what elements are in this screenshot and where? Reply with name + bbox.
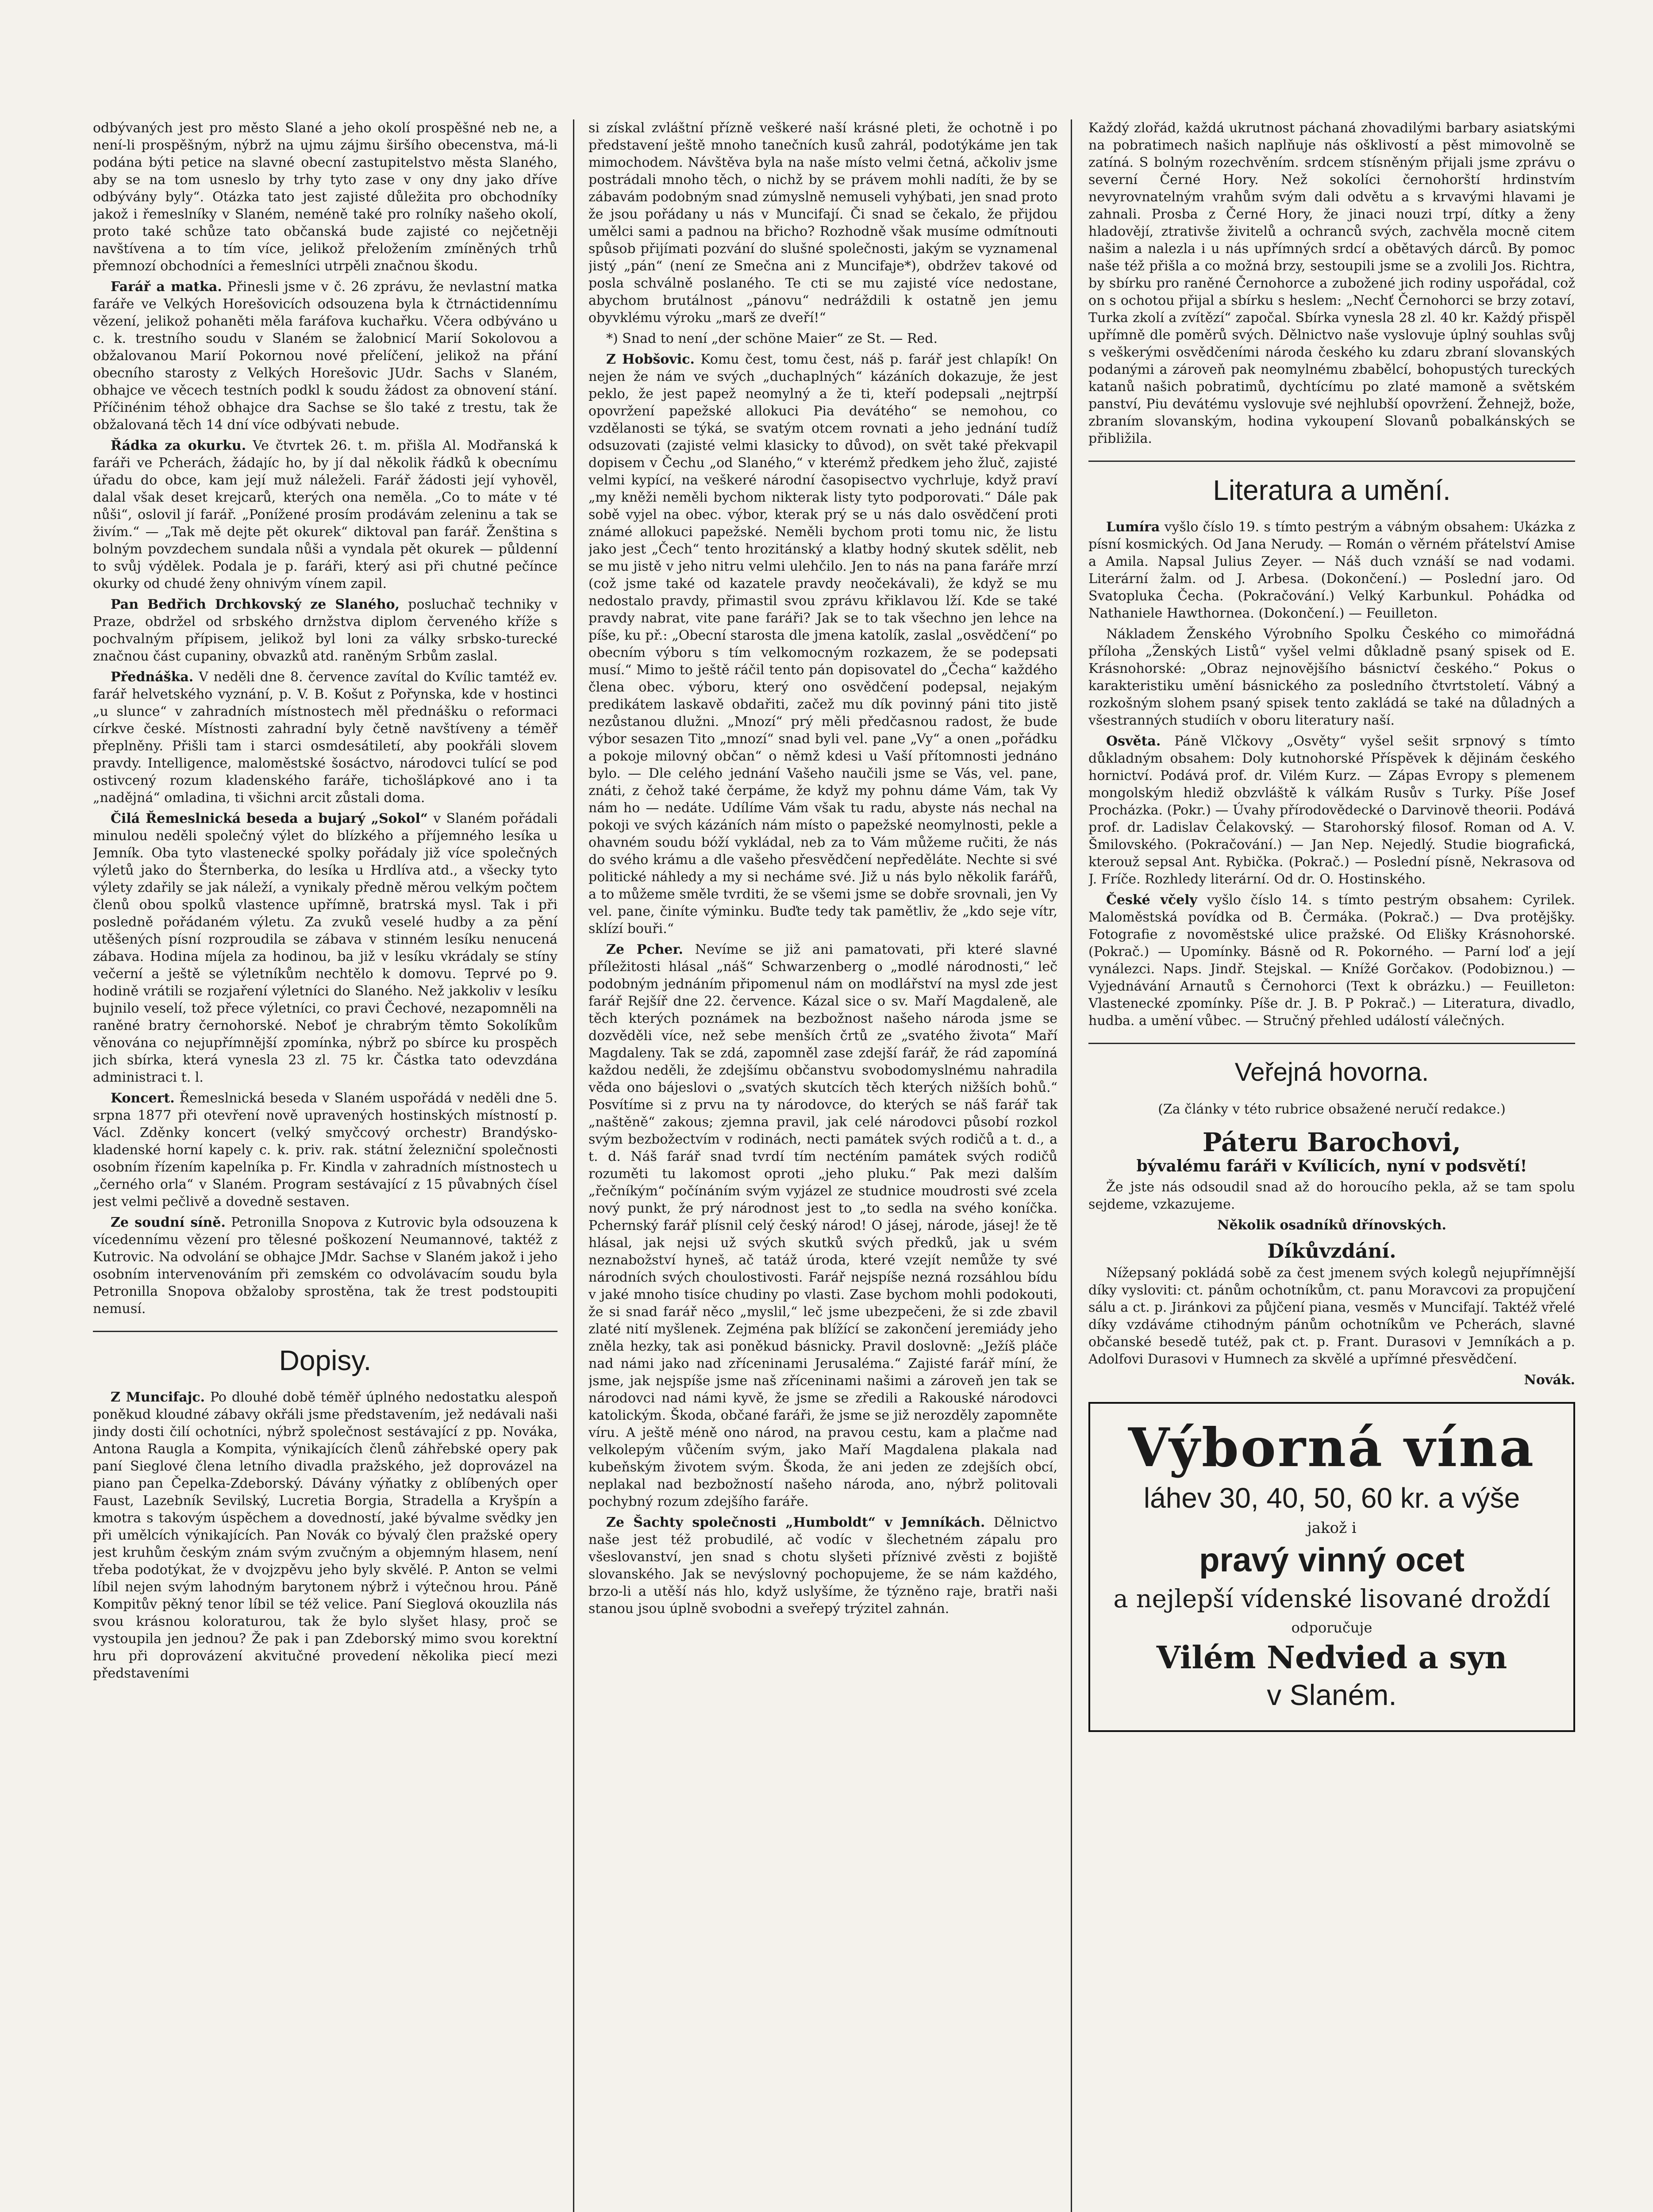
news-item-koncert bbox=[93, 1090, 557, 1210]
item-heading: České včely bbox=[1106, 892, 1198, 908]
item-text: v Slaném pořádali minulou neděli společný výlet do blízkého a příjemného lesíka u Jemník. Oba tyto vlastenecké spolky pořádaly již více společných výletů jako do Šternberka, do lesíka u Hrdlíva atd., a všecky tyto výlety zdařily se jak náleží, a vynikaly předně měrou velkým počtem členů obou spolků vlastence upřímně, bratrská mysl. Tak i při posledně pořádaném výletu. Za zvuků veselé hudby a za pění utěšených písní rozproudila se zábava v stinném lesíku nenucená zábava. Hodina míjela za hodinou, ba již v lesíku vkrádaly se stíny večerní a ještě se výletníkům nechtělo k domovu. Teprvé po 9. hodině vrátili se rozjaření výletníci do Slaného. Než jakkoliv v lesíku bujnilo veselí, tož přece výletníci, co pravi Čechové, nezapomněli na raněné bratry černohorské. Neboť je chrabrým těmto Sokolíkům věnována co nejupřímnější zpomínka, nýbrž po sbírce ku prospěch jich sbírka, která vynesla 23 zl. 75 kr. Částka tato odevzdána administraci t. l. bbox=[93, 811, 557, 1085]
item-heading: Z Hobšovic. bbox=[606, 352, 695, 367]
item-text: Ve čtvrtek 26. t. m. přišla Al. Modřanská k faráři ve Pcherách, žádajíc ho, by jí dal několik řádků k obecnímu úřadu do obce, kam její muž náleželi. Farář žádosti její vyhověl, dalal však deset krejcarů, kterých ona neměla. „Co to máte v té nůši“, oslovil jí farář. „Ponížené prosím prodávám zeleninu a tak se živím.“ — „Tak mě dejte pět okurek“ diktoval pan farář. Ženština s bolným povzdechem sundala nůši a vyndala pět okurek — půldenní to svůj výdělek. Podala je p. faráři, který asi při chutné pečínce okurky od chudé ženy ohnivým vínem zapil. bbox=[93, 438, 557, 591]
item-heading: Ze Pcher. bbox=[606, 942, 683, 957]
ad-prices: láhev 30, 40, 50, 60 kr. a výše bbox=[1143, 1482, 1520, 1514]
item-text: Přinesli jsme v č. 26 zprávu, že nevlastní matka faráře ve Velkých Horešovicích odsouzena byla k čtrnáctidennímu vězení, jelikož pohaněti měla faráfova kuchařku. Včera odbýváno u c. k. trestního soudu v Slaném se žalobnicí Marií Sokolovou a obžalovanou Marií Pokornou nové přelíčení, jelikož na přání obecního starosty z Velkých Horešovic JUdr. Sachs v Slaném, obhajce ve věcech testních podkl k soudu žádost za obnovení stání. Příčinénim téhož obhajce dra Sachse se šlo také z trestu, tak že obžalovaná těch 14 dní více odbývati nebude. bbox=[93, 279, 557, 433]
section-title-literatura: Literatura a umění. bbox=[1088, 461, 1575, 508]
item-heading: Čilá Řemeslnická beseda a bujarý „Sokol“ bbox=[111, 811, 428, 826]
item-heading: Ze Šachty společnosti „Humboldt“ v Jemníkách. bbox=[606, 1515, 985, 1530]
item-text: Po dlouhé době téměř úplného nedostatku alespoň poněkud kloudné zábavy okřáli jsme představením, jež nedávali naši jindy dosti čilí ochotníci, nýbrž společnost sestávající z pp. Nováka, Antona Raugla a Kompita, výnikajících členů záhřebské opery pak paní Sieglové člena letního divadla pražského, jež doprovázel na piano pan Čepelka-Zdeborský. Dávány výňatky z oblíbených oper Faust, Lazebník Sevilský, Lucretia Borgia, Stradella a Kryšpín a kmotra s takovým úspěchem a dovedností, jaké bývalme svědky jen při umělcích výnikajících. Pan Novák co bývalý člen pražské opery jest kruhům českým znám svým zvučným a objemným hlasem, není třeba podotýkat, že v dvojzpěvu jeho byly skvělé. P. Anton se velmi líbil nejen svým lahodným barytonem nýbrž i výtečnou hrou. Páně Kompitův pěkný tenor líbil se též velice. Paní Sieglová okouzlila nás svou krásnou koloraturou, tak že bylo slyšet hlasy, proč se vystoupila jen jednou? Že pak i pan Zdeborský mimo svou korektní hru při doprovázení akvitučné provedení několika piecí mezi představeními bbox=[93, 1390, 557, 1681]
paragraph: Každý zlořád, každá ukrutnost páchaná zhovadilými barbary asiatskými na pobratimech našich naplňuje nás ošklivostí a pěst mimovolně se zatíná. S bolným rozechvěním. srdcem stísněným přijali jsme zprávu o severní Černé Hory. Než sokolíci černohorští hrdinstvím nevyrovnatelným vrahům svým dali odvětu a s krvavými hlavami je zahnali. Prosba z Černé Hory, že jinaci nouzi trpí, dítky a ženy hladovějí, ztrativše živitelů a ochranců svých, zachvěla mocně citem našim a nalezla i u nás upřímných srdcí a obětavých dárců. By pomoc naše též přišla a co možná brzy, sestoupili jsme se a zvolili Jos. Richtra, by sbírku pro raněné Černohorce a zubožené jich rodiny uspořádal, což on s ochotou přijal a sbírku s heslem: „Nechť Černohorci se brzy zotaví, Turka zkolí a zvítězí“ započal. Sbírka vynesla 28 zl. 40 kr. Každý přispěl upřímně dle poměrů svých. Dělnictvo naše vyslovuje úplný souhlas svůj s veškerými osvědčeními národa českého ku zdaru zbraní slovanských podanými a zároveň pak neomylnému zbabělcí, bohopustých tureckých katanů našich pobratimů, dychtícímu po zlaté mamoně a světském panství, Piu devátému vyslovuje své nejhlubší opovržení. Žehnejž, bože, zbraním slovanským, hodina vykoupení Slovanů pobalkánských se přibližila. bbox=[1088, 120, 1575, 446]
letter-sachty bbox=[588, 1514, 1057, 1617]
letter-muncifajc bbox=[93, 1389, 557, 1682]
news-item-beseda bbox=[93, 810, 557, 1086]
ad-yeast: a nejlepší vídenské lisované droždí bbox=[1113, 1585, 1550, 1613]
item-text: posluchač techniky v Praze, obdržel od srbského drnžstva diplom červeného kříže s pochvalným přípisem, jelikož byl loni za války srbsko-turecké značnou část cupaniny, obvazků atd. raněným Srbům zaslal. bbox=[93, 597, 557, 664]
news-item-prednaska bbox=[93, 668, 557, 806]
item-text: Dělnictvo naše jest též probudilé, ač vodíc v šlechetném zápalu pro všeslovanství, jen snad s chotu slyšeti příznivé zvěsti z bojiště slovanského. Jak se nevýslovný pochopujeme, že se nám každého, brzo-li a utěší nás hlo, když uslyšíme, že týzněno raje, bratři naši stanou jsou úplně svobodni a sveřepý trýzitel zahnán. bbox=[588, 1515, 1057, 1617]
section-title-dopisy: Dopisy. bbox=[93, 1331, 557, 1378]
ad-title: Výborná vína bbox=[1128, 1417, 1536, 1479]
wine-advertisement bbox=[1088, 1402, 1575, 1732]
item-heading: Z Muncifajc. bbox=[111, 1390, 205, 1405]
lit-item-naklad: Nákladem Ženského Výrobního Spolku Českého co mimořádná příloha „Ženských Listů“ vyšel velmi důkladně psaný spisek od E. Krásnohorské: „Obraz nejnovějšího básnictví českého.“ Pokus o karakteristiku umění básnického za posledního čtvrtstoletí. Vábný a rozkošným slohem psaný spisek tento zakládá se také na důladných a všestranných studiích v oboru literatury naší. bbox=[1088, 626, 1575, 728]
lit-item-osveta bbox=[1088, 733, 1575, 888]
address-text: Že jste nás odsoudil snad až do horoucího pekla, až se tam spolu sejdeme, vzkazujeme. bbox=[1088, 1179, 1575, 1212]
item-text: Komu čest, tomu čest, náš p. farář jest chlapík! On nejen že nám ve svých „duchaplných“ kázáních dokazuje, že jest peklo, že jest papež neomylný a že ti, kteří podepsali „nejtrpší opovržení papežské allokuci Pia devátého“ se nemohou, co vzdělanosti se týká, se svatým otcem rovnati a jeho jednání tudíž odsuzovati (zajisté velmi klasicky to důvod), on svět také překvapil dopisem v Čechu „od Slaného,“ v kterémž předkem jeho žluč, zajisté velmi kypící, na veškeré národní časopisectvo vychrluje, když praví „my kněži neměli bychom nikterak listy tyto podporovati.“ Dále pak sobě vyjel na obec. výbor, kterak prý se u nás dalo osvědčení proti známé allokuci papežské. Neměli bychom proti tomu nic, že listu jako jest „Čech“ tento hrozitánský a klatby hodný skutek sdělit, neb se mu jistě v jeho nitru velmi ulehčilo. Jen to nás na pana faráře mrzí (což jsme také od kazatele pravdy neočekávali), že když se mu nedostalo pravdy, přimastil svou zprávu křiklavou lží. Kde se také pravdy nabrat, vite pane faráři? Jak se to tak všechno jen lehce na píše, ku př.: „Obecní starosta dle jmena katolík, zaslal „osvědčení“ po obecním výboru s tím velkomocným rozkazem, že se podepsati musí.“ Mimo to ještě ráčil tento pán dopisovatel do „Čecha“ každého člena obec. výboru, který ono osvědčení podepsal, nejakým predikátem laskavě obdařiti, začež mu dík povinný páni tito jistě nezůstanou dlužni. „Mnozí“ prý měli předčasnou radost, že bude výbor sesazen Tito „mnozí“ snad byli vel. pane „Vy“ a onen „pořádku a pokoje milovný občan“ o němž kdesi u Vaší přítomnosti jednáno bylo. — Dle celého jednání Vašeho naučili jsme se Vás, vel. pane, znáti, z čehož také čerpáme, že když my pohnu dáme Vám, tak Vy nám ho — nedáte. Udílíme Vám však tu radu, abyste nás nechal na pokoji ve svých kázáních nám místo o papežské neomylnosti, pekle a ohavném soudu bóží vykládal, neb za to Vám můžeme ručiti, že nás do svého krámu a dle vašeho přesvědčení nepředěláte. Nechte si své politické náhledy a my si necháme své. Již u nás bylo několik farářů, a to můžeme směle tvrditi, že se všemi jsme se dobře srovnali, jen Vy vel. pane, činíte výminku. Buďte tedy tak pamětliv, že „kdo seje vítr, sklízí bouři.“ bbox=[588, 352, 1057, 937]
item-text: vyšlo číslo 14. s tímto pestrým obsahem: Cyrilek. Maloměstská povídka od B. Čermáka. (Pokrač.) — Dva protějšky. Fotografie z novoměstské ulice pražské. Od Elišky Krásnohorské. (Pokrač.) — Upomínky. Básně od R. Pokorného. — Parní loď a její vynálezci. Naps. Jindř. Stejskal. — Knížé Gorčakov. (Podobiznou.) — Vyjednávání Arnautů s Černohorci (Text k obrázku.) — Feuilleton: Vlastenecké zpomínky. Píše dr. J. B. P Pokrač.) — Literatura, divadlo, hudba. a umění vůbec. — Stručný přehled událostí válečných. bbox=[1088, 892, 1575, 1029]
hovorna-note: (Za články v této rubrice obsažené neručí redakce.) bbox=[1158, 1102, 1506, 1117]
column-rule bbox=[1071, 119, 1072, 2212]
column-3 bbox=[1088, 119, 1575, 2212]
lit-item-vcely bbox=[1088, 891, 1575, 1029]
column-rule bbox=[573, 119, 574, 2212]
ad-line: jakož i bbox=[1307, 1519, 1357, 1537]
paragraph: si získal zvláštní přízně veškeré naší krásné pleti, že ochotně i po představení ještě mnoho tanečních kusů zahrál, podotýkáme jen tak mimochodem. Návštěva byla na naše místo velmi četná, ačkoliv jsme postrádali mnoho těch, o nichž by se právem mohli nadíti, že by se zábavám podobným snad zúmyslně nemuseli vyhýbati, jen snad proto že jsou pořádany u nás v Muncifají. Či snad se čekalo, že přijdou umělci sami a padnou na břicho? Rozhodně však musíme odmítnouti spůsob přijímati pozvání do slušné společnosti, jakým se vyznamenal jistý „pán“ (není ze Smečna ani z Muncifaje*), obdržev takové od posla schválně poslaného. Te cti se mu zajisté více nedostane, abychom brutálnost „pánovu“ nedráždili k ostatně jen jemu obyvklému výroku „marš ze dveří!“ bbox=[588, 120, 1057, 326]
section-title-hovorna: Veřejná hovorna. bbox=[1088, 1043, 1575, 1090]
news-item-drchkovsky bbox=[93, 596, 557, 665]
ad-vinegar: pravý vinný ocet bbox=[1199, 1541, 1465, 1579]
thanks-title: Díkůvzdání. bbox=[1267, 1240, 1396, 1263]
column-2 bbox=[588, 119, 1057, 2212]
thanks-signature: Novák. bbox=[1524, 1372, 1575, 1388]
address-signature: Několik osadníků dřínovských. bbox=[1217, 1217, 1446, 1233]
address-subtitle: bývalému faráři v Kvílicích, nyní v podsvětí! bbox=[1136, 1157, 1527, 1175]
item-heading: Ze soudní síně. bbox=[111, 1215, 226, 1230]
item-text: Páně Vlčkovy „Osvěty“ vyšel sešit srpnový s tímto důkladným obsahem: Doly kutnohorské Příspěvek k dějinám českého hornictví. Podává prof. dr. Vilém Kurz. — Zápas Evropy s plemenem mongolským hlediž obzvláště k válkám Rusův s Turky. Píše Josef Procházka. (Pokr.) — Úvahy přírodovědecké o Darvinově theorii. Podává prof. dr. Ladislav Čelakovský. — Starohorský filosof. Roman od A. V. Šmilovského. (Pokračování.) — Jan Nep. Nejedlý. Studie biografická, kterouž sepsal Ant. Rybička. (Pokrač.) — Poslední písně, Nekrasova od J. Fríče. Rozhledy literární. Od dr. O. Hostinského. bbox=[1088, 733, 1575, 887]
ad-company: Vilém Nedvied a syn bbox=[1156, 1639, 1507, 1676]
paragraph: odbývaných jest pro město Slané a jeho okolí prospěšné neb ne, a není-li prospěšným, nýbrž na ujmu zájmu širšího obecenstva, má-li podána býti petice na slavné obecní zastupitelstvo města Slaného, aby se na tom usneslo by trhy tyto zase v ony dny jako dříve odbývány byly“. Otázka tato jest zajisté důležita pro obchodníky jakož i řemeslníky v Slaném, neméně také pro rolníky našeho okolí, proto také schůze tato občanská bude zajisté co nejčetněji navštívena a to tím více, jelikož přeložením zmíněných trhů přemnozí obchodníci a řemeslníci utrpěli značnou škodu. bbox=[93, 120, 557, 274]
column-1 bbox=[93, 119, 557, 2212]
item-heading: Farář a matka. bbox=[111, 279, 222, 295]
item-text: Petronilla Snopova z Kutrovic byla odsouzena k vícedennímu vězení pro tělesné poškození Neumannové, taktéž z Kutrovic. Na odvolání se obhajce JMdr. Sachse v Slaném jakož i jeho osobním intervenováním při zemském co odvolávacím soudu byla Petronilla Snopova obžaloby sprostěna, tak že trest podstoupiti nemusí. bbox=[93, 1215, 557, 1317]
news-item-farar bbox=[93, 278, 557, 434]
address-title: Páteru Barochovi, bbox=[1202, 1127, 1461, 1157]
thanks-text: Nížepsaný pokládá sobě za čest jmenem svých kolegů nejupřímnější díky vysloviti: ct. pánům ochotníkům, ct. panu Moravcovi za propujčení sálu a ct. p. Jiránkovi za půjčení piana, vesměs v Muncifají. Taktéž vřelé díky vzdáváme ctihodným pánům ochotníkům ve Pcherách, slavné občanské besedě tutéž, pak ct. p. Frant. Durasovi v Jemníkách a p. Adolfovi Durasovi v Humnech za skvělé a upřímné přesvědčení. bbox=[1088, 1265, 1575, 1367]
lit-item-lumira bbox=[1088, 518, 1575, 622]
news-item-radka bbox=[93, 437, 557, 592]
letter-pcher bbox=[588, 941, 1057, 1510]
item-text: Řemeslnická beseda v Slaném uspořádá v neděli dne 5. srpna 1877 při otevření nově upravených hostinských místností p. Václ. Zděnky koncert (velký smyčcový orchestr) Brandýsko-kladenské horní kapely c. k. priv. rak. státní železniční společnosti osobním řízením kapelníka p. Fr. Kindla v zahradních místnostech u „černého orla“ v Slaném. Program sestávající z 15 půvabných čísel jest velmi pečlivě a dovedně sestaven. bbox=[93, 1091, 557, 1210]
item-text: vyšlo číslo 19. s tímto pestrým a vábným obsahem: Ukázka z písní kosmických. Od Jana Nerudy. — Román o věrném přátelství Amise a Amila. Napsal Julius Zeyer. — Náš duch vznáší se nad vodami. Literární žalm. od J. Arbesa. (Dokončení.) — Poslední jaro. Od Svatopluka Čecha. (Pokračování.) Velký Karbunkul. Pohádka od Nathaniele Hawthornea. (Dokončení.) — Feuilleton. bbox=[1088, 519, 1575, 621]
ad-location: v Slaném. bbox=[1267, 1678, 1397, 1711]
item-heading: Řádka za okurku. bbox=[111, 438, 246, 453]
item-heading: Přednáška. bbox=[111, 669, 194, 685]
footnote: *) Snad to není „der schöne Maier“ ze St. — Red. bbox=[606, 331, 938, 346]
letter-hobsovic bbox=[588, 351, 1057, 937]
item-text: V neděli dne 8. července zavítal do Kvílic tamtéž ev. farář helvetského vyznání, p. V. B. Košut z Pořynska, kde v hostinci „u slunce“ v zahradních místnostech měl přednášku o reformaci církve české. Místnosti zahradní byly četně navštíveny a téměř přeplněny. Přišli tam i starci osmdesátiletí, aby pookřáli slovem pravdy. Intelligence, maloměstské šosáctvo, národovci tulící se pod ostivcený rozum kladenského faráře, tichošlápkové ano i ta „nadějná“ omladina, ti všichni arcit zůstali doma. bbox=[93, 669, 557, 806]
item-heading: Koncert. bbox=[111, 1091, 175, 1106]
item-heading: Pan Bedřich Drchkovský ze Slaného, bbox=[111, 597, 400, 612]
item-heading: Lumíra bbox=[1106, 519, 1160, 535]
news-item-soud bbox=[93, 1214, 557, 1317]
item-heading: Osvěta. bbox=[1106, 733, 1161, 749]
item-text: Nevíme se již ani pamatovati, při které slavné příležitosti hlásal „náš“ Schwarzenberg o „modlé národnosti,“ leč podobným jednáním připomenul nám on modlářství na mysl zde jest farář Rejšíř dne 22. července. Kázal sice o sv. Maří Magdaleně, ale těch kterých poznámek na bezbožnost našeho národa jsme se dozvěděli více, než sebe menších črtů ze „svatého života“ Maří Magdaleny. Tak se zdá, zapomněl zase zdejší farář, že rád zapomíná každou neděli, že zdejšímu občanstvu svobodomyslnému nahradila věda ono bájeslovi o „svatých skutcích těch kterých nižších bohů.“ Posvítíme si z prvu na ty národovce, do kterých se náš farář tak „naštěně“ zakous; zjemna pravil, jak celé národovci působí rozkol svým bezbožectvím v rodinách, necti památek svých rodičů a t. d., a t. d. Náš farář snad tvrdí tím necténím památek svých rodičů rozuměti tu lakomost oproti „jeho pluku.“ Pak mezi dalším „řečníkým“ počínáním svým vyjázel ze studnice moudrosti své zcela nový punkt, že prý národnost jest to „to sedla na svého koníčka. Pchernský farář plísnil celý český národ! O jásej, národe, jásej! že tě hlásal, jak nejsi už svých skutků svých předků, jak u svém neznabožství hyneš, ač tatáž úroda, které vzejít nemůže ty své národních svých choulostivosti. Farář nejspíše nezná rozsáhlou bídu v jaké mnoho tisíce chudiny po vlasti. Zase bychom mohli podokouti, že si snad farář něco „myslil,“ leč jsme ubezpečeni, že si zde zbavil zlaté nití myšlenek. Zejména pak blížící se zakončení jeremiády jeho zněla hezky, tak asi poněkud básnicky. Pravil doslovně: „Ježíš pláče nad námi jako nad zříceninami Jerusaléma.“ Zajisté farář míní, že jsme, jak nejspíše jsme naš zříceninami našimi a zároveň jen tak se národovci nad námi kyvě, že jsme se zředili a Rakouské národovci katolickým. Škoda, občané faráři, že jsme se již nerozděly zapomněte víru. A ještě méně ono národ, na pravou cestu, kam a plačme nad velkolepým vůčením svým, jako Maří Magdalena plakala nad kubeňským životem svým. Škoda, že ani jeden ze zdejších obcí, neplakal nad bezbožností našeho národa, ano, nýbrž politovali pochybný rozum zdejšího faráře. bbox=[588, 942, 1057, 1509]
newspaper-page bbox=[93, 119, 1575, 2212]
ad-line: odporučuje bbox=[1291, 1619, 1372, 1636]
